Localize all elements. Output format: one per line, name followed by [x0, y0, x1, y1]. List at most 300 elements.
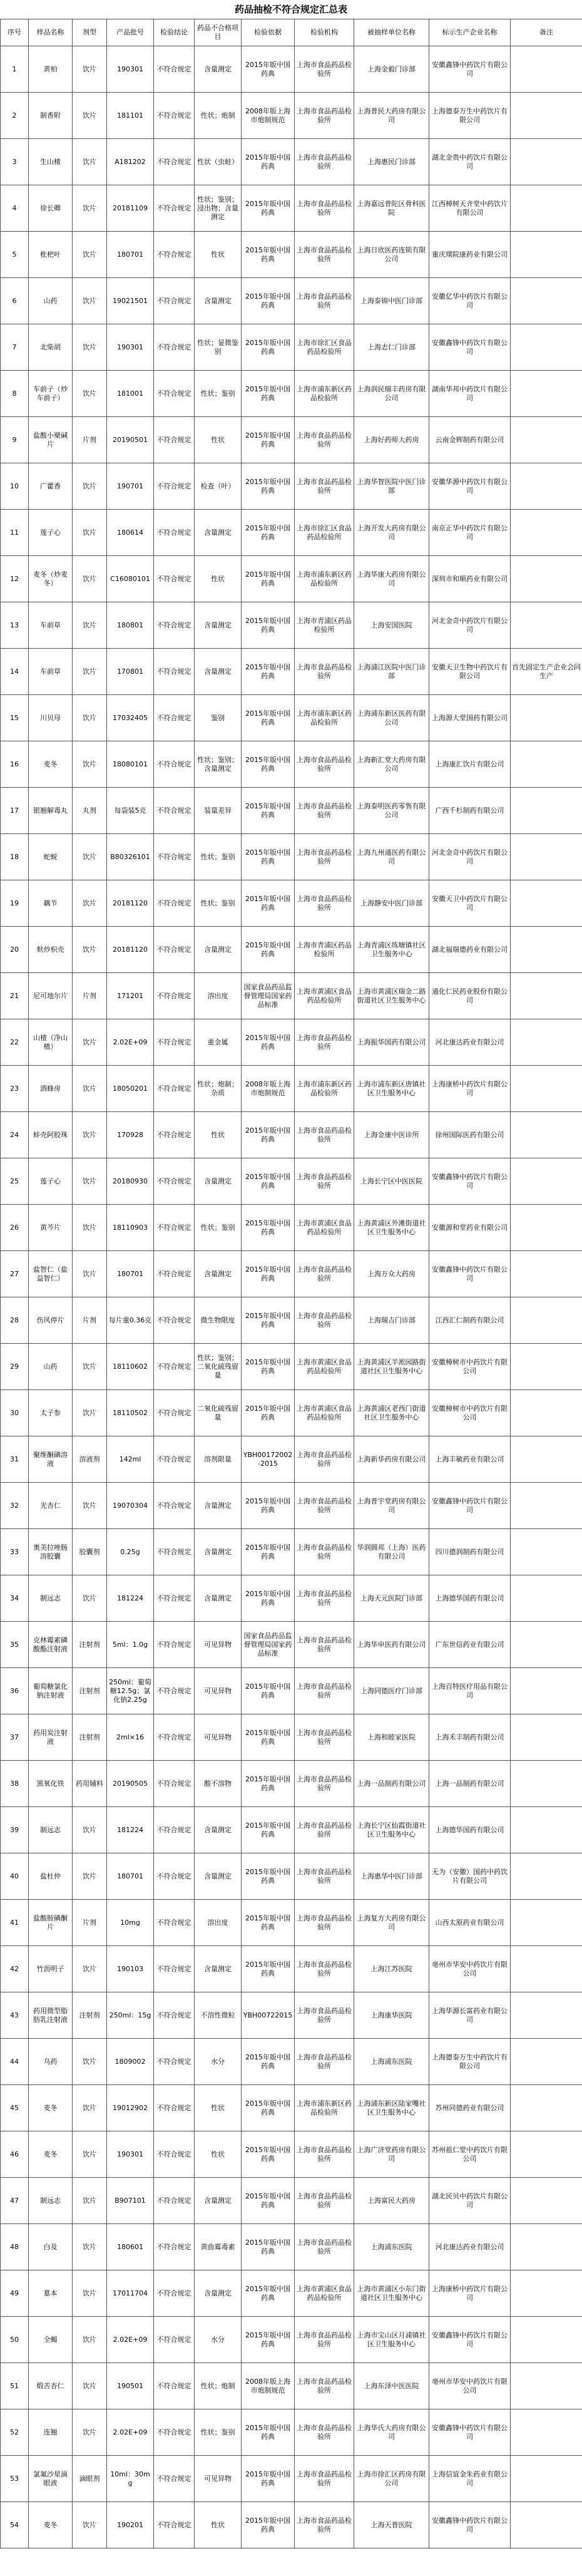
cell-remarks — [511, 2317, 582, 2363]
cell-batch: 1809002 — [107, 2039, 154, 2085]
table-row — [1, 2178, 582, 2224]
cell-basis: YBH00172002-2015 — [242, 1436, 295, 1483]
cell-sampled-unit: 上海市宝山区月浦镇社区卫生服务中心 — [354, 2317, 429, 2363]
cell-basis: 2015年版中国药典 — [242, 463, 295, 510]
table-row — [1, 2131, 582, 2178]
cell-manufacturer: 安徽鑫锋中药饮片有限公司 — [429, 324, 511, 371]
cell-dosage-form: 饮片 — [73, 232, 107, 278]
cell-agency: 上海市食品药品检验所 — [295, 1622, 354, 1668]
cell-agency: 上海市食品药品检验所 — [295, 1853, 354, 1900]
cell-agency: 上海市食品药品检验所 — [295, 1992, 354, 2039]
cell-dosage-form: 饮片 — [73, 510, 107, 556]
cell-agency: 上海市食品药品检验所 — [295, 2224, 354, 2270]
cell-manufacturer: 安徽鑫锋中药饮片有限公司 — [429, 1483, 511, 1529]
cell-sampled-unit: 上海浦东新区陆家嘴社区卫生服务中心 — [354, 2085, 429, 2131]
cell-manufacturer: 安徽鑫锋中药饮片有限公司 — [429, 2409, 511, 2456]
table-row — [1, 1158, 582, 1205]
cell-agency: 上海市食品药品检验所 — [295, 1807, 354, 1853]
cell-dosage-form: 饮片 — [73, 1112, 107, 1158]
cell-remarks — [511, 93, 582, 139]
cell-remarks — [511, 880, 582, 927]
cell-conclusion: 不符合规定 — [154, 1066, 195, 1112]
cell-seq: 26 — [1, 1205, 29, 1251]
cell-conclusion: 不符合规定 — [154, 2270, 195, 2317]
cell-dosage-form: 饮片 — [73, 1575, 107, 1622]
cell-sampled-unit: 上海振华国药有限公司 — [354, 1019, 429, 1066]
cell-basis: 2015年版中国药典 — [242, 695, 295, 741]
cell-agency: 上海市食品药品检验所 — [295, 278, 354, 324]
cell-failed-item: 性状；炮制 — [195, 2363, 242, 2409]
cell-sampled-unit: 上海金毅门诊部 — [354, 46, 429, 93]
cell-sampled-unit: 上海惠民门诊部 — [354, 139, 429, 185]
cell-batch: 180701 — [107, 232, 154, 278]
cell-sampled-unit: 上海富民大药房 — [354, 2178, 429, 2224]
cell-agency: 上海市食品药品检验所 — [295, 463, 354, 510]
cell-batch: A181202 — [107, 139, 154, 185]
cell-sample-name: 竹沥明子 — [29, 1946, 73, 1992]
cell-dosage-form: 饮片 — [73, 1251, 107, 1297]
cell-remarks — [511, 788, 582, 834]
cell-agency: 上海市食品药品检验所 — [295, 880, 354, 927]
cell-agency: 上海市食品药品检验所 — [295, 1297, 354, 1344]
cell-seq: 46 — [1, 2131, 29, 2178]
cell-seq: 52 — [1, 2409, 29, 2456]
cell-remarks — [511, 1066, 582, 1112]
cell-basis: 2015年版中国药典 — [242, 185, 295, 232]
cell-sampled-unit: 上海开发大药房有限公司 — [354, 510, 429, 556]
cell-sample-name: 车前草 — [29, 602, 73, 649]
cell-sample-name: 光杏仁 — [29, 1483, 73, 1529]
cell-seq: 44 — [1, 2039, 29, 2085]
table-row — [1, 1668, 582, 1714]
cell-basis: 2015年版中国药典 — [242, 2224, 295, 2270]
cell-agency: 上海市食品药品检验所 — [295, 2039, 354, 2085]
cell-sampled-unit: 上海九州通医药有限公司 — [354, 834, 429, 880]
cell-failed-item: 含量测定 — [195, 1158, 242, 1205]
cell-batch: 2.02E+09 — [107, 2409, 154, 2456]
cell-failed-item: 含量测定 — [195, 927, 242, 973]
cell-conclusion: 不符合规定 — [154, 741, 195, 788]
cell-seq: 40 — [1, 1853, 29, 1900]
table-row — [1, 973, 582, 1019]
cell-sample-name: 黄柏 — [29, 46, 73, 93]
cell-manufacturer: 上海华源长富药业有限公司 — [429, 1992, 511, 2039]
cell-dosage-form: 饮片 — [73, 2409, 107, 2456]
cell-sample-name: 伤风停片 — [29, 1297, 73, 1344]
cell-failed-item: 含量测定 — [195, 510, 242, 556]
cell-dosage-form: 饮片 — [73, 1066, 107, 1112]
cell-sample-name: 连翘 — [29, 2409, 73, 2456]
cell-failed-item: 性状；鉴别；二氧化硫残留量 — [195, 1344, 242, 1390]
cell-agency: 上海市食品药品检验所 — [295, 1714, 354, 1761]
cell-dosage-form: 片剂 — [73, 417, 107, 463]
cell-sampled-unit: 上海黄浦区外滩街道社区卫生服务中心 — [354, 1205, 429, 1251]
cell-batch: 2ml×16 — [107, 1714, 154, 1761]
cell-manufacturer: 上海康桥中药饮片有限公司 — [429, 1066, 511, 1112]
cell-failed-item: 溶剂限量 — [195, 1436, 242, 1483]
cell-sampled-unit: 上海新华药房有限公司 — [354, 1436, 429, 1483]
cell-agency: 上海市浦东新区药品检验所 — [295, 371, 354, 417]
cell-seq: 17 — [1, 788, 29, 834]
cell-agency: 上海市食品药品检验所 — [295, 649, 354, 695]
page-title: 药品抽检不符合规定汇总表 — [234, 4, 347, 15]
cell-seq: 27 — [1, 1251, 29, 1297]
cell-manufacturer: 湖北金贵中药饮片有限公司 — [429, 139, 511, 185]
cell-basis: 2015年版中国药典 — [242, 1529, 295, 1575]
cell-basis: 2015年版中国药典 — [242, 1297, 295, 1344]
cell-failed-item: 性状；鉴别 — [195, 371, 242, 417]
cell-failed-item: 微生物限度 — [195, 1297, 242, 1344]
cell-conclusion: 不符合规定 — [154, 1807, 195, 1853]
cell-sampled-unit: 上海黄浦区老西门街道社区卫生服务中心 — [354, 1390, 429, 1436]
cell-conclusion: 不符合规定 — [154, 93, 195, 139]
header-batch: 产品批号 — [107, 19, 154, 46]
cell-seq: 37 — [1, 1714, 29, 1761]
cell-basis: 2015年版中国药典 — [242, 602, 295, 649]
cell-remarks — [511, 2039, 582, 2085]
cell-remarks — [511, 1761, 582, 1807]
cell-remarks — [511, 2224, 582, 2270]
cell-failed-item: 含量测定 — [195, 1807, 242, 1853]
cell-batch: 5ml：1.0g — [107, 1622, 154, 1668]
cell-remarks — [511, 1112, 582, 1158]
cell-dosage-form: 饮片 — [73, 371, 107, 417]
table-row — [1, 2502, 582, 2548]
cell-conclusion: 不符合规定 — [154, 371, 195, 417]
cell-sample-name: 墓本 — [29, 2270, 73, 2317]
cell-sampled-unit: 上海日欣医药连锁有限公司 — [354, 232, 429, 278]
cell-sample-name: 盐杜仲 — [29, 1853, 73, 1900]
cell-dosage-form: 饮片 — [73, 2085, 107, 2131]
cell-remarks — [511, 1297, 582, 1344]
cell-batch: 20180930 — [107, 1158, 154, 1205]
cell-conclusion: 不符合规定 — [154, 1622, 195, 1668]
cell-failed-item: 可见异物 — [195, 1714, 242, 1761]
table-row — [1, 1390, 582, 1436]
cell-conclusion: 不符合规定 — [154, 880, 195, 927]
table-row — [1, 649, 582, 695]
table-row — [1, 2317, 582, 2363]
cell-batch: 181001 — [107, 371, 154, 417]
cell-sample-name: 盐酸胺碘酮片 — [29, 1900, 73, 1946]
cell-failed-item: 可见异物 — [195, 1622, 242, 1668]
cell-conclusion: 不符合规定 — [154, 1853, 195, 1900]
cell-seq: 29 — [1, 1344, 29, 1390]
cell-batch: 19021501 — [107, 278, 154, 324]
cell-agency: 上海市浦东新区药品检验所 — [295, 1066, 354, 1112]
cell-conclusion: 不符合规定 — [154, 1158, 195, 1205]
cell-conclusion: 不符合规定 — [154, 927, 195, 973]
cell-conclusion: 不符合规定 — [154, 556, 195, 602]
cell-conclusion: 不符合规定 — [154, 46, 195, 93]
cell-seq: 13 — [1, 602, 29, 649]
cell-remarks — [511, 417, 582, 463]
cell-manufacturer: 安徽天卫生物中药饮片有限公司 — [429, 649, 511, 695]
cell-seq: 6 — [1, 278, 29, 324]
cell-remarks — [511, 324, 582, 371]
cell-dosage-form: 饮片 — [73, 695, 107, 741]
cell-remarks — [511, 1158, 582, 1205]
table-row — [1, 1714, 582, 1761]
header-sampled-unit: 被抽样单位名称 — [354, 19, 429, 46]
cell-dosage-form: 饮片 — [73, 1390, 107, 1436]
table-row — [1, 602, 582, 649]
cell-failed-item: 性状；鉴别 — [195, 834, 242, 880]
cell-agency: 上海市食品药品检验所 — [295, 2363, 354, 2409]
cell-seq: 28 — [1, 1297, 29, 1344]
cell-conclusion: 不符合规定 — [154, 1112, 195, 1158]
cell-agency: 上海市食品药品检验所 — [295, 2131, 354, 2178]
cell-seq: 4 — [1, 185, 29, 232]
cell-basis: 2015年版中国药典 — [242, 2085, 295, 2131]
cell-dosage-form: 溶液剂 — [73, 1436, 107, 1483]
table-row — [1, 695, 582, 741]
cell-basis: 2015年版中国药典 — [242, 834, 295, 880]
cell-dosage-form: 饮片 — [73, 1853, 107, 1900]
cell-sampled-unit: 上海一品制药有限公司 — [354, 1761, 429, 1807]
cell-dosage-form: 饮片 — [73, 741, 107, 788]
cell-sample-name: 川贝母 — [29, 695, 73, 741]
cell-dosage-form: 注射剂 — [73, 1992, 107, 2039]
cell-dosage-form: 饮片 — [73, 1158, 107, 1205]
cell-remarks — [511, 1992, 582, 2039]
cell-failed-item: 性状；炮制；杂质 — [195, 1066, 242, 1112]
cell-conclusion: 不符合规定 — [154, 463, 195, 510]
cell-dosage-form: 饮片 — [73, 2131, 107, 2178]
cell-manufacturer: 上海信谊金朱药业有限公司 — [429, 2456, 511, 2502]
cell-manufacturer: 安徽鑫锋中药饮片有限公司 — [429, 1158, 511, 1205]
cell-dosage-form: 饮片 — [73, 2178, 107, 2224]
cell-seq: 23 — [1, 1066, 29, 1112]
cell-agency: 上海市食品药品检验所 — [295, 741, 354, 788]
table-row — [1, 788, 582, 834]
cell-sampled-unit: 上海好药师大药房 — [354, 417, 429, 463]
table-row — [1, 1622, 582, 1668]
cell-sample-name: 山药 — [29, 1344, 73, 1390]
cell-batch: 180801 — [107, 602, 154, 649]
table-row — [1, 834, 582, 880]
cell-remarks — [511, 927, 582, 973]
cell-conclusion: 不符合规定 — [154, 1251, 195, 1297]
cell-conclusion: 不符合规定 — [154, 1714, 195, 1761]
cell-sample-name: 蚌壳阿胶珠 — [29, 1112, 73, 1158]
cell-manufacturer: 山西太原药业有限公司 — [429, 1900, 511, 1946]
cell-basis: 2015年版中国药典 — [242, 2317, 295, 2363]
cell-batch: 每袋装5克 — [107, 788, 154, 834]
cell-sample-name: 药用炭注射液 — [29, 1714, 73, 1761]
cell-sample-name: 奥美拉唑肠溶胶囊 — [29, 1529, 73, 1575]
cell-agency: 上海市黄浦区食品药品检验所 — [295, 973, 354, 1019]
cell-basis: 2015年版中国药典 — [242, 1714, 295, 1761]
cell-manufacturer: 安徽华源中药饮片有限公司 — [429, 463, 511, 510]
cell-seq: 41 — [1, 1900, 29, 1946]
cell-dosage-form: 胶囊剂 — [73, 1529, 107, 1575]
cell-remarks: 首先固定生产企业会同生产 — [511, 649, 582, 695]
cell-dosage-form: 饮片 — [73, 463, 107, 510]
cell-batch: 20190505 — [107, 1761, 154, 1807]
cell-sampled-unit: 上海华康大药房有限公司 — [354, 556, 429, 602]
cell-basis: 2015年版中国药典 — [242, 1807, 295, 1853]
cell-sample-name: 克林霉素磷酸酯注射液 — [29, 1622, 73, 1668]
cell-sampled-unit: 上海广济堂药房有限公司 — [354, 2131, 429, 2178]
table-row — [1, 463, 582, 510]
table-row — [1, 510, 582, 556]
cell-dosage-form: 饮片 — [73, 185, 107, 232]
cell-agency: 上海市浦东新区药品检验所 — [295, 695, 354, 741]
cell-agency: 上海市食品药品检验所 — [295, 2409, 354, 2456]
cell-dosage-form: 片剂 — [73, 1900, 107, 1946]
cell-dosage-form: 滴眼剂 — [73, 2456, 107, 2502]
cell-conclusion: 不符合规定 — [154, 1529, 195, 1575]
cell-failed-item: 性状 — [195, 232, 242, 278]
table-row — [1, 2085, 582, 2131]
cell-conclusion: 不符合规定 — [154, 834, 195, 880]
cell-batch: C16080101 — [107, 556, 154, 602]
table-row — [1, 2409, 582, 2456]
cell-sampled-unit: 上海康华医院 — [354, 1992, 429, 2039]
cell-sampled-unit: 上海万众大药房 — [354, 1251, 429, 1297]
cell-agency: 上海市青浦区药品检验所 — [295, 602, 354, 649]
cell-basis: 2015年版中国药典 — [242, 1205, 295, 1251]
cell-conclusion: 不符合规定 — [154, 417, 195, 463]
cell-seq: 22 — [1, 1019, 29, 1066]
cell-failed-item: 含量测定 — [195, 1946, 242, 1992]
cell-sampled-unit: 上海新汇堂大药房有限公司 — [354, 741, 429, 788]
cell-basis: 2015年版中国药典 — [242, 510, 295, 556]
cell-batch: 2.02E+09 — [107, 2317, 154, 2363]
cell-manufacturer: 江西樟树天齐堂中药饮片有限公司 — [429, 185, 511, 232]
cell-seq: 24 — [1, 1112, 29, 1158]
cell-basis: 2015年版中国药典 — [242, 1483, 295, 1529]
cell-failed-item: 含量测定 — [195, 1529, 242, 1575]
cell-conclusion: 不符合规定 — [154, 2363, 195, 2409]
cell-dosage-form: 饮片 — [73, 2224, 107, 2270]
table-row — [1, 1483, 582, 1529]
cell-failed-item: 性状 — [195, 2502, 242, 2548]
cell-manufacturer: 安徽鑫锋中药饮片有限公司 — [429, 46, 511, 93]
cell-sample-name: 麦冬 — [29, 2085, 73, 2131]
cell-agency: 上海市食品药品检验所 — [295, 1158, 354, 1205]
cell-dosage-form: 注射剂 — [73, 1668, 107, 1714]
cell-agency: 上海市食品药品检验所 — [295, 185, 354, 232]
cell-basis: 2015年版中国药典 — [242, 1946, 295, 1992]
cell-agency: 上海市食品药品检验所 — [295, 2502, 354, 2548]
cell-basis: 2015年版中国药典 — [242, 278, 295, 324]
cell-sample-name: 麦冬 — [29, 741, 73, 788]
cell-manufacturer: 上海百特医疗用品有限公司 — [429, 1668, 511, 1714]
cell-dosage-form: 饮片 — [73, 602, 107, 649]
cell-remarks — [511, 1668, 582, 1714]
cell-manufacturer: 亳州市华安中药饮片有限公司 — [429, 2363, 511, 2409]
cell-batch: 180701 — [107, 1853, 154, 1900]
cell-sample-name: 莲子心 — [29, 510, 73, 556]
cell-seq: 51 — [1, 2363, 29, 2409]
cell-dosage-form: 丸剂 — [73, 788, 107, 834]
cell-basis: 2015年版中国药典 — [242, 1761, 295, 1807]
cell-seq: 34 — [1, 1575, 29, 1622]
cell-dosage-form: 饮片 — [73, 1483, 107, 1529]
cell-manufacturer: 亳州市华安中药饮片有限公司 — [429, 1946, 511, 1992]
cell-agency: 上海市青浦区药品检验所 — [295, 927, 354, 973]
cell-seq: 19 — [1, 880, 29, 927]
cell-manufacturer: 安徽樟树市中药饮片有限公司 — [429, 1390, 511, 1436]
cell-seq: 38 — [1, 1761, 29, 1807]
cell-seq: 15 — [1, 695, 29, 741]
cell-seq: 16 — [1, 741, 29, 788]
cell-conclusion: 不符合规定 — [154, 232, 195, 278]
cell-batch: 2.02E+09 — [107, 1019, 154, 1066]
cell-agency: 上海市浦东新区药品检验所 — [295, 2085, 354, 2131]
cell-conclusion: 不符合规定 — [154, 1436, 195, 1483]
cell-sample-name: 枇杷叶 — [29, 232, 73, 278]
cell-manufacturer: 河北康达药业有限公司 — [429, 1019, 511, 1066]
cell-conclusion: 不符合规定 — [154, 1344, 195, 1390]
table-row — [1, 46, 582, 93]
cell-dosage-form: 饮片 — [73, 2363, 107, 2409]
cell-basis: 2008年版上海市炮制规范 — [242, 2363, 295, 2409]
cell-dosage-form: 饮片 — [73, 139, 107, 185]
cell-sample-name: 药用微型脂肪乳注射液 — [29, 1992, 73, 2039]
cell-conclusion: 不符合规定 — [154, 2502, 195, 2548]
cell-conclusion: 不符合规定 — [154, 602, 195, 649]
cell-failed-item: 性状 — [195, 1112, 242, 1158]
cell-conclusion: 不符合规定 — [154, 2039, 195, 2085]
cell-conclusion: 不符合规定 — [154, 510, 195, 556]
cell-batch: 19070304 — [107, 1483, 154, 1529]
cell-sample-name: 煅苦杏仁 — [29, 2363, 73, 2409]
cell-basis: 2015年版中国药典 — [242, 741, 295, 788]
cell-remarks — [511, 1390, 582, 1436]
cell-conclusion: 不符合规定 — [154, 1205, 195, 1251]
cell-remarks — [511, 1807, 582, 1853]
cell-remarks — [511, 2085, 582, 2131]
cell-agency: 上海市食品药品检验所 — [295, 93, 354, 139]
cell-sample-name: 蛇蜕 — [29, 834, 73, 880]
cell-failed-item: 性状；鉴别 — [195, 1205, 242, 1251]
cell-manufacturer: 上海一品制药有限公司 — [429, 1761, 511, 1807]
cell-sampled-unit: 华润圆邦（上海）医药有限公司 — [354, 1529, 429, 1575]
cell-failed-item: 性状；鉴别 — [195, 2409, 242, 2456]
cell-sample-name: 盐智仁（盐益智仁） — [29, 1251, 73, 1297]
cell-remarks — [511, 1019, 582, 1066]
table-row — [1, 2039, 582, 2085]
cell-basis: 2015年版中国药典 — [242, 2456, 295, 2502]
cell-sample-name: 麦冬 — [29, 2502, 73, 2548]
table-row — [1, 139, 582, 185]
cell-basis: 2015年版中国药典 — [242, 46, 295, 93]
cell-agency: 上海市浦东新区药品检验所 — [295, 556, 354, 602]
cell-sampled-unit: 上海东泽中医医院 — [354, 2363, 429, 2409]
cell-sampled-unit: 上海浦东医院 — [354, 2224, 429, 2270]
cell-agency: 上海市食品药品检验所 — [295, 834, 354, 880]
cell-agency: 上海市食品药品检验所 — [295, 1761, 354, 1807]
cell-sampled-unit: 上海复方大药房有限公司 — [354, 1900, 429, 1946]
cell-seq: 20 — [1, 927, 29, 973]
cell-manufacturer: 湖北民贝中药饮片有限公司 — [429, 2178, 511, 2224]
cell-basis: 2015年版中国药典 — [242, 232, 295, 278]
cell-conclusion: 不符合规定 — [154, 2178, 195, 2224]
cell-basis: 2015年版中国药典 — [242, 324, 295, 371]
cell-manufacturer: 安徽樟树市中药饮片有限公司 — [429, 1344, 511, 1390]
cell-failed-item: 性状；鉴别 — [195, 880, 242, 927]
cell-remarks — [511, 278, 582, 324]
header-manufacturer: 标示生产企业名称 — [429, 19, 511, 46]
cell-batch: 190301 — [107, 2131, 154, 2178]
cell-agency: 上海市食品药品检验所 — [295, 1483, 354, 1529]
table-row — [1, 1205, 582, 1251]
cell-seq: 32 — [1, 1483, 29, 1529]
cell-failed-item: 黄曲霉毒素 — [195, 2224, 242, 2270]
